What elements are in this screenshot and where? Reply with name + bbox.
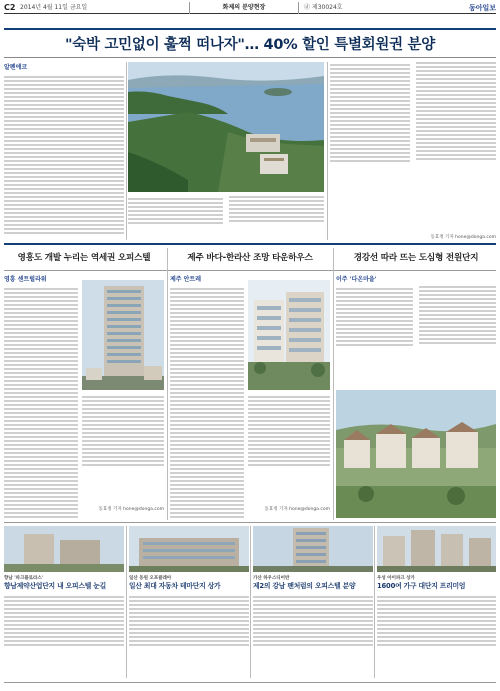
column-divider: [327, 62, 328, 240]
article-body-text: [330, 62, 496, 232]
bottom-title-4: 1600여 가구 대단지 프리미엄: [377, 582, 466, 590]
byline: 동효정 기자 hone@donga.com: [430, 235, 496, 240]
section-rule: [4, 243, 496, 245]
article-tag: 영흥 센트럴라워: [4, 276, 47, 283]
page-number: C2: [4, 3, 16, 12]
top-article-column-3: [330, 62, 496, 240]
bottom-title-3: 제2의 강남 팬처럼의 오피스텔 분양: [253, 582, 356, 590]
main-headline: "숙박 고민없이 훌쩍 떠나자"… 40% 할인 특별회원권 분양: [4, 28, 496, 58]
bottom-title-1: 향남제약산업단지 내 오피스텔 눈길: [4, 582, 106, 590]
top-article-column-1: [4, 62, 124, 240]
bottom-title-2: 일산 최대 자동차 테마단지 상가: [129, 582, 221, 590]
middle-article-2-continued: [248, 394, 330, 518]
bottom-tag-2: 일산 동원 오포클레아: [129, 576, 172, 581]
article-tag: 제주 안트레: [170, 276, 202, 283]
issue-date: 2014년 4월 11일 금요일: [20, 4, 88, 11]
column-divider: [126, 526, 127, 678]
column-divider: [333, 248, 334, 520]
bottom-photo-4: [377, 526, 496, 572]
article-body-text: [128, 196, 324, 238]
article-body-text: [248, 394, 330, 506]
top-article-column-2: [128, 196, 324, 240]
page-footer-rule: [4, 682, 496, 683]
article-tag: 이주 '다온마을': [336, 276, 377, 283]
article-body-text: [129, 594, 249, 676]
issue-number: ⓓ 제30024호: [304, 4, 343, 11]
column-divider: [250, 526, 251, 678]
article-body-text: [82, 394, 164, 506]
newspaper-logo: 동아일보: [468, 4, 496, 12]
article-body-text: [336, 286, 496, 394]
bottom-tag-4: 우성 아이파크 상가: [377, 576, 415, 581]
bottom-photo-2: [129, 526, 249, 572]
column-divider: [167, 248, 168, 520]
middle-heading-3: 경강선 따라 뜨는 도심형 전원단지: [353, 253, 479, 263]
middle-article-1-continued: [82, 394, 164, 518]
village-rendering-photo: [336, 390, 496, 518]
column-divider: [126, 62, 127, 240]
section-rule: [4, 522, 496, 523]
bottom-tag-1: 향남 '파크플로라스': [4, 576, 44, 581]
townhouse-rendering-photo: [248, 280, 330, 390]
bottom-photo-3: [253, 526, 373, 572]
bottom-tag-3: 가산 하우스디어반: [253, 576, 290, 581]
top-article-tag: 알펜에코: [4, 64, 28, 71]
article-body-text: [4, 74, 124, 242]
byline: 동효정 기자 hone@donga.com: [264, 507, 330, 512]
officetel-rendering-photo: [82, 280, 164, 390]
column-divider: [374, 526, 375, 678]
article-body-text: [4, 594, 124, 676]
section-title: 화제의 분양현장: [189, 2, 299, 14]
middle-heading-1: 영흥도 개발 누리는 역세권 오피스텔: [17, 253, 151, 263]
article-body-text: [4, 286, 78, 522]
article-body-text: [170, 286, 244, 522]
section-rule: [4, 270, 496, 271]
article-body-text: [377, 594, 496, 676]
middle-heading-2: 제주 바다-한라산 조망 타운하우스: [187, 253, 313, 263]
article-body-text: [253, 594, 373, 676]
byline: 동효정 기자 hone@donga.com: [98, 507, 164, 512]
bottom-photo-1: [4, 526, 124, 572]
resort-aerial-photo: [128, 62, 324, 192]
page-header: [4, 2, 496, 14]
